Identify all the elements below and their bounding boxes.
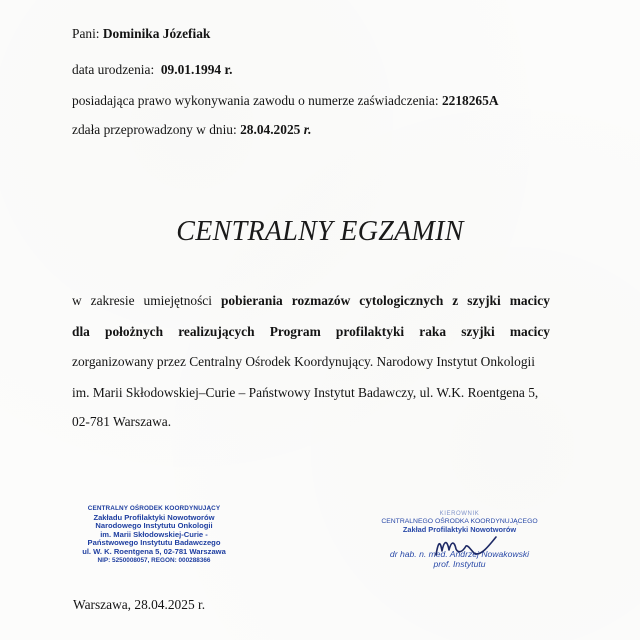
stamp-line: NIP: 5250008057, REGON: 000288366 xyxy=(97,556,211,564)
birth-date-line xyxy=(72,62,233,78)
stamp-line: ul. W. K. Roentgena 5, 02-781 Warszawa xyxy=(82,546,226,556)
signatory-title: prof. Instytutu xyxy=(433,558,486,569)
certificate-title: CENTRALNY EGZAMIN xyxy=(176,216,464,247)
recipient-line xyxy=(72,26,210,42)
stamp-line: im. Marii Skłodowskiej-Curie - xyxy=(100,529,208,539)
exam-date-value: 28.04.2025 xyxy=(240,122,301,137)
license-line xyxy=(72,93,499,109)
place-date: Warszawa, 28.04.2025 r. xyxy=(73,597,206,612)
body-word: macicy xyxy=(509,293,550,308)
body-line-5: 02-781 Warszawa. xyxy=(72,414,172,429)
handwritten-signature-icon xyxy=(432,533,502,561)
stamp-line: Narodowego Instytutu Onkologii xyxy=(95,521,213,531)
institution-stamp xyxy=(74,505,234,565)
birth-date-value: 09.01.1994 r. xyxy=(160,62,233,77)
body-word: macicy xyxy=(509,324,550,339)
stamp-line: Państwowego Instytutu Badawczego xyxy=(87,538,221,548)
body-word: szyjki xyxy=(467,293,501,308)
body-line-4: im. Marii Skłodowskiej–Curie – Państwowy Instytut Badawczy, ul. W.K. Roentgena 5, xyxy=(72,385,539,400)
license-number: 2218265A xyxy=(441,93,499,108)
signatory-name: dr hab. n. med. Andrzej Nowakowski xyxy=(389,548,530,559)
body-word: zakresie xyxy=(90,293,135,308)
body-word: cytologicznych xyxy=(359,293,444,308)
signatory-dept: Zakład Profilaktyki Nowotworów xyxy=(402,525,517,534)
birth-date-label: data urodzenia: xyxy=(72,62,161,77)
body-word: położnych xyxy=(105,324,164,339)
exam-date-line xyxy=(72,122,312,138)
body-word: profilaktyki xyxy=(335,324,405,339)
body-word: z xyxy=(452,293,459,308)
body-word: realizujących xyxy=(178,324,255,339)
body-line-3: zorganizowany przez Centralny Ośrodek Koordynujący. Narodowy Instytut Onkologii xyxy=(72,354,535,369)
body-word: pobierania xyxy=(220,293,283,308)
license-label: posiadająca prawo wykonywania zawodu o numerze zaświadczenia: xyxy=(72,93,442,108)
recipient-prefix: Pani: xyxy=(72,26,103,41)
body-word: umiejętności xyxy=(143,293,212,308)
body-line-2 xyxy=(72,324,550,340)
exam-date-suffix: r. xyxy=(300,122,312,137)
body-word: szyjki xyxy=(461,324,495,339)
signatory-org: CENTRALNEGO OŚRODKA KOORDYNUJĄCEGO xyxy=(381,518,538,525)
stamp-line: CENTRALNY OŚRODEK KOORDYNUJĄCY xyxy=(87,505,221,512)
body-word: rozmazów xyxy=(291,293,351,308)
body-word: w xyxy=(72,293,82,308)
body-word: Program xyxy=(269,324,321,339)
stamp-line: Zakładu Profilaktyki Nowotworów xyxy=(93,512,215,522)
body-line-1 xyxy=(72,293,550,309)
body-word: raka xyxy=(419,324,447,339)
recipient-name: Dominika Józefiak xyxy=(102,26,211,41)
body-word: dla xyxy=(72,324,90,339)
signatory-role: KIEROWNIK xyxy=(439,511,480,517)
exam-date-label: zdała przeprowadzony w dniu: xyxy=(72,122,241,137)
